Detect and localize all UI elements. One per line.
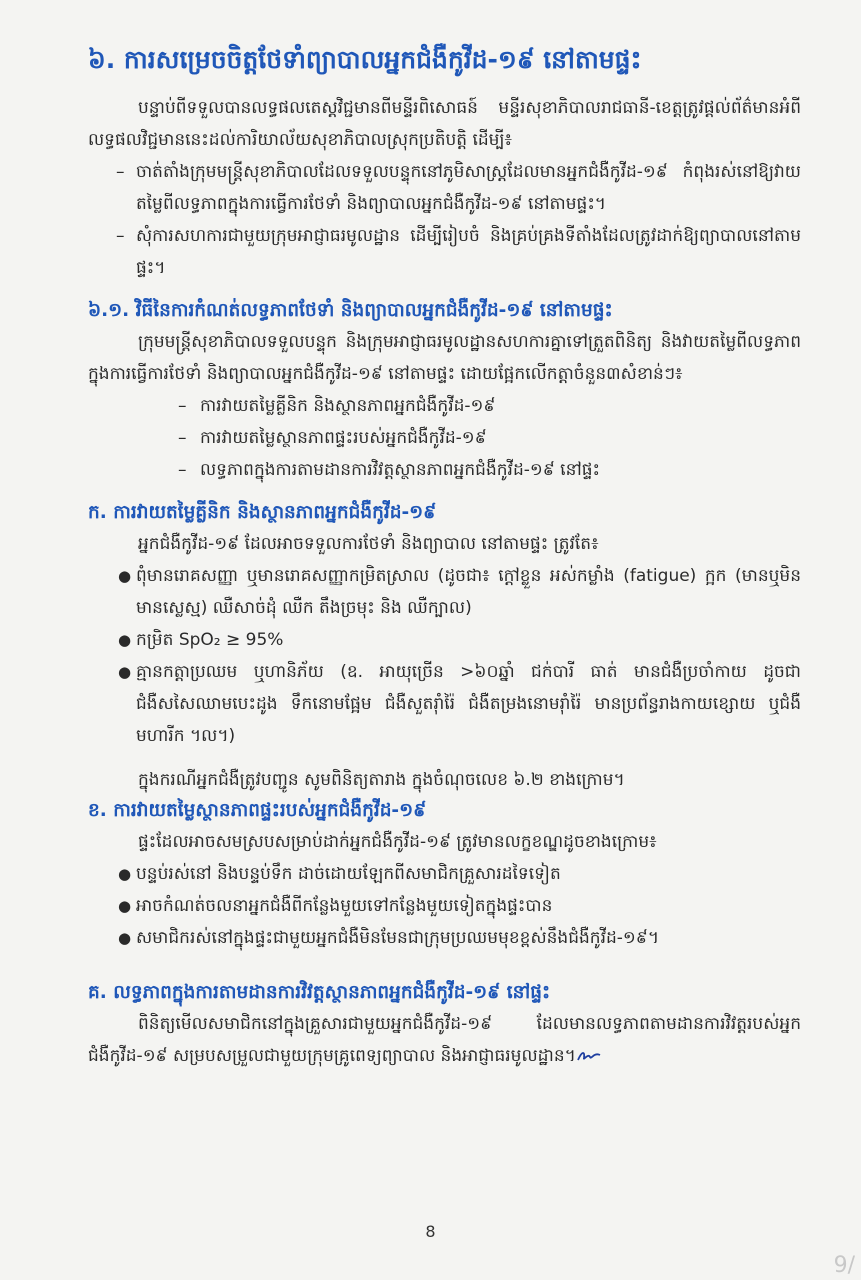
section-b-heading: ខ. ការវាយតម្លៃស្ថានភាពផ្ទះរបស់អ្នកជំងឺកូវីដ-១៩: [88, 800, 427, 821]
list-item: ● សមាជិករស់នៅក្នុងផ្ទះជាមួយអ្នកជំងឺមិនមែនជាក្រុមប្រឈមមុខខ្ពស់នឹងជំងឺកូវីដ-១៩។: [118, 928, 660, 948]
section-6-1-list: [88, 390, 801, 486]
list-item: ● គ្មានកត្តាប្រឈម ឬហានិភ័យ (ឧ. អាយុច្រើន >៦០ឆ្នាំ ជក់បារី ធាត់ មានជំងឺប្រចាំកាយ ដូចជាជំងឺសសៃឈាមបេះដូង ទឹកនោមផ្អែម ជំងឺសួតរ៉ាំរ៉ៃ ជំងឺតម្រងនោមរ៉ាំរ៉ៃ មានប្រព័ន្ធរាងកាយខ្សោយ ឬជំងឺមហារីក ។ល។): [118, 662, 801, 746]
corner-mark: 9/: [833, 1253, 855, 1278]
section-b-list: [88, 858, 801, 954]
intro-list: [88, 156, 801, 284]
section-b-text: ផ្ទះដែលអាចសមស្របសម្រាប់ដាក់អ្នកជំងឺកូវីដ-១៩ ត្រូវមានលក្ខខណ្ឌដូចខាងក្រោម៖: [138, 832, 657, 852]
section-c-heading: គ. លទ្ធភាពក្នុងការតាមដានការវិវត្តស្ថានភាពអ្នកជំងឺកូវីដ-១៩ នៅផ្ទះ: [88, 982, 551, 1003]
list-item: – ការវាយតម្លៃស្ថានភាពផ្ទះរបស់អ្នកជំងឺកូវីដ-១៩: [178, 428, 487, 448]
section-a-note: ក្នុងករណីអ្នកជំងឺត្រូវបញ្ជូន សូមពិនិត្យតារាង ក្នុងចំណុចលេខ ៦.២ ខាងក្រោម។: [138, 770, 625, 790]
intro-paragraph: បន្ទាប់ពីទទួលបានលទ្ធផលតេស្តវិជ្ជមានពីមន្ទីរពិសោធន៍ មន្ទីរសុខាភិបាលរាជធានី-ខេត្តត្រូវផ្តល់ព័ត៌មានអំពីលទ្ធផលវិជ្ជមាននេះដល់ការិយាល័យសុខាភិបាលស្រុកប្រតិបត្តិ ដើម្បី៖: [88, 98, 801, 150]
main-heading: ៦. ការសម្រេចចិត្តថែទាំព្យាបាលអ្នកជំងឺកូវីដ-១៩ នៅតាមផ្ទះ: [88, 45, 642, 74]
section-6-1-text: ក្រុមមន្ត្រីសុខាភិបាលទទួលបន្ទុក និងក្រុមអាជ្ញាធរមូលដ្ឋានសហការគ្នាទៅត្រួតពិនិត្យ និងវាយតម្លៃពីលទ្ធភាពក្នុងការធ្វើការថែទាំ និងព្យាបាលអ្នកជំងឺកូវីដ-១៩ នៅតាមផ្ទះ ដោយផ្អែកលើកត្តាចំនួន៣សំខាន់ៗ៖: [88, 332, 801, 384]
section-c-text: ពិនិត្យមើលសមាជិកនៅក្នុងគ្រួសារជាមួយអ្នកជំងឺកូវីដ-១៩ ដែលមានលទ្ធភាពតាមដានការវិវត្តរបស់អ្នកជំងឺកូវីដ-១៩ សម្របសម្រួលជាមួយក្រុមគ្រូពេទ្យព្យាបាល និងអាជ្ញាធរមូលដ្ឋាន។: [88, 1014, 801, 1066]
section-a-heading: ក. ការវាយតម្លៃគ្លីនិក និងស្ថានភាពអ្នកជំងឺកូវីដ-១៩: [88, 502, 437, 523]
signature-icon: [576, 1049, 602, 1063]
list-item: – ចាត់តាំងក្រុមមន្ត្រីសុខាភិបាលដែលទទួលបន្ទុកនៅភូមិសាស្ត្រដែលមានអ្នកជំងឺកូវីដ-១៩ កំពុងរស់នៅឱ្យវាយតម្លៃពីលទ្ធភាពក្នុងការធ្វើការថែទាំ និងព្យាបាលអ្នកជំងឺកូវីដ-១៩ នៅតាមផ្ទះ។: [116, 162, 801, 214]
list-item: ● ពុំមានរោគសញ្ញា ឬមានរោគសញ្ញាកម្រិតស្រាល (ដូចជា៖ ក្តៅខ្លួន អស់កម្លាំង (fatigue) ក្អក (មានឬមិនមានស្លេស្ម) ឈឺសាច់ដុំ ឈឺក តឹងច្រមុះ និង ឈឺក្បាល): [118, 566, 801, 618]
section-6-1-heading: ៦.១. វិធីនៃការកំណត់លទ្ធភាពថែទាំ និងព្យាបាលអ្នកជំងឺកូវីដ-១៩ នៅតាមផ្ទះ: [88, 300, 613, 321]
section-a-list: [88, 560, 801, 752]
list-item: – សុំការសហការជាមួយក្រុមអាជ្ញាធរមូលដ្ឋាន ដើម្បីរៀបចំ និងគ្រប់គ្រងទីតាំងដែលត្រូវដាក់ឱ្យព្យាបាលនៅតាមផ្ទះ។: [116, 226, 801, 278]
list-item: – លទ្ធភាពក្នុងការតាមដានការវិវត្តស្ថានភាពអ្នកជំងឺកូវីដ-១៩ នៅផ្ទះ: [178, 460, 601, 480]
list-item: ● កម្រិត SpO₂ ≥ 95%: [118, 630, 284, 650]
section-a-text: អ្នកជំងឺកូវីដ-១៩ ដែលអាចទទួលការថែទាំ និងព្យាបាល នៅតាមផ្ទះ ត្រូវតែ៖: [138, 534, 599, 554]
page-number: 8: [425, 1222, 436, 1241]
list-item: ● បន្ទប់រស់នៅ និងបន្ទប់ទឹក ដាច់ដោយឡែកពីសមាជិកគ្រួសារដទៃទៀត: [118, 864, 561, 884]
list-item: ● អាចកំណត់ចលនាអ្នកជំងឺពីកន្លែងមួយទៅកន្លែងមួយទៀតក្នុងផ្ទះបាន: [118, 896, 553, 916]
list-item: – ការវាយតម្លៃគ្លីនិក និងស្ថានភាពអ្នកជំងឺកូវីដ-១៩: [178, 396, 496, 416]
